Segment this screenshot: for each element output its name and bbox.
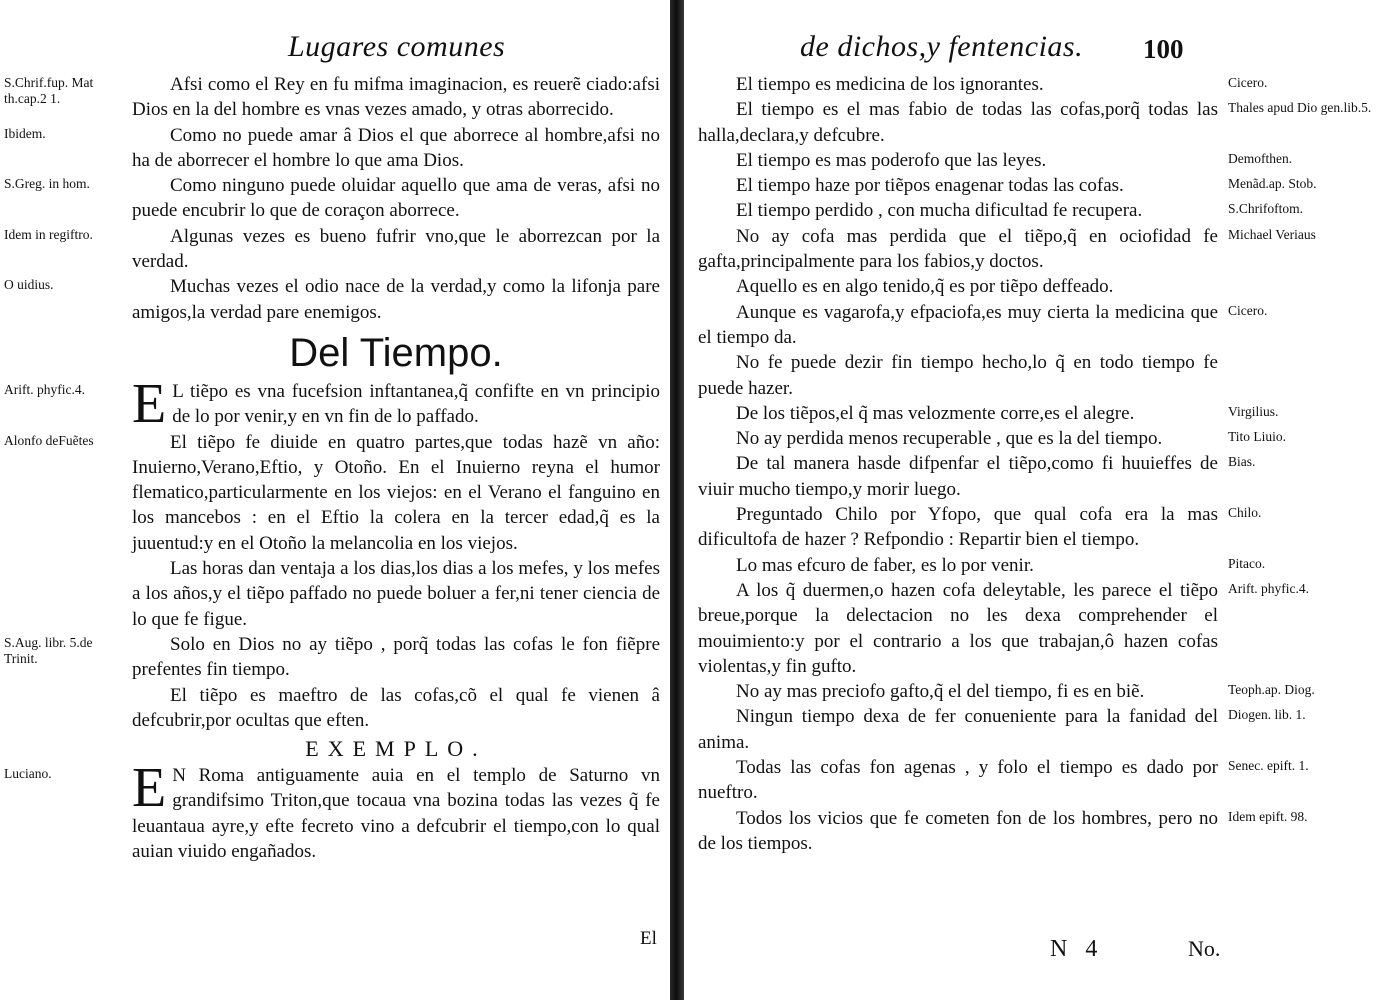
paragraph: Ningun tiempo dexa de fer conueniente para la fanidad del anima. bbox=[698, 706, 1218, 753]
book-gutter bbox=[670, 0, 684, 1000]
entry bbox=[698, 704, 1306, 755]
marginal-note: Virgilius. bbox=[1228, 403, 1279, 419]
marginal-note: Idem epift. 98. bbox=[1228, 808, 1308, 824]
marginal-note: S.Aug. libr. 5.de Trinit. bbox=[4, 634, 93, 666]
paragraph: Aunque es vagarofa,y efpaciofa,es muy cierta la medicina que el tiempo da. bbox=[698, 301, 1218, 348]
marginal-note: Michael Veriaus bbox=[1228, 226, 1316, 242]
paragraph: Como ninguno puede oluidar aquello que ama de veras, afsi no puede encubrir lo que de coraçon aborrece. bbox=[132, 175, 660, 222]
paragraph: Afsi como el Rey en fu mifma imaginacion, es reuerẽ ciado:afsi Dios en la del hombre es vnas vezes amado, y otras aborrecido. bbox=[132, 74, 660, 121]
entry bbox=[4, 632, 660, 683]
paragraph: El tiempo haze por tiẽpos enagenar todas las cofas. bbox=[736, 175, 1124, 197]
entry bbox=[698, 755, 1309, 806]
marginal-note: Cicero. bbox=[1228, 75, 1268, 90]
entry bbox=[698, 806, 1308, 857]
paragraph: L tiẽpo es vna fucefsion inftantanea,q̃ confifte en vn principio de lo por venir,y en vn fin de lo paffado. bbox=[172, 380, 660, 428]
running-header-right: de dichos,y fentencias. bbox=[800, 30, 1084, 63]
entry bbox=[698, 553, 1266, 578]
marginal-note: Ibidem. bbox=[4, 125, 46, 141]
left-page bbox=[0, 0, 668, 1000]
marginal-note: O uidius. bbox=[4, 277, 54, 293]
paragraph: Solo en Dios no ay tiẽpo , porq̃ todas las cofas le fon fiẽpre prefentes fin tiempo. bbox=[132, 633, 660, 681]
right-text-column bbox=[698, 72, 1372, 856]
marginal-note: S.Greg. in hom. bbox=[4, 176, 90, 192]
marginal-note: Demofthen. bbox=[1228, 150, 1293, 166]
marginal-note: Teoph.ap. Diog. bbox=[1228, 682, 1315, 698]
entry bbox=[698, 72, 1268, 97]
marginal-note: Arift. phyfic.4. bbox=[1228, 580, 1309, 596]
marginal-note: Thales apud Dio gen.lib.5. bbox=[1228, 100, 1372, 116]
paragraph: Algunas vezes es bueno fufrir vno,que le aborrezcan por la verdad. bbox=[132, 225, 660, 273]
marginal-note: Alonfo deFuẽtes bbox=[4, 432, 94, 448]
page-number: 100 bbox=[1143, 34, 1184, 64]
entry bbox=[4, 123, 660, 174]
section-title: Del Tiempo. bbox=[289, 330, 503, 375]
entry bbox=[698, 679, 1315, 704]
drop-cap: E bbox=[132, 757, 167, 820]
signature-mark: N 4 bbox=[1050, 936, 1104, 962]
paragraph: El tiempo perdido , con mucha dificultad fe recupera. bbox=[736, 200, 1143, 222]
entry bbox=[4, 173, 660, 224]
paragraph: El tiempo es el mas fabio de todas las cofas,porq̃ todas las halla,declara,y defcubre. bbox=[698, 99, 1218, 146]
marginal-note: Diogen. lib. 1. bbox=[1228, 707, 1306, 723]
entry bbox=[698, 173, 1317, 198]
paragraph: El tiempo es mas poderofo que las leyes. bbox=[736, 149, 1047, 171]
marginal-note: Cicero. bbox=[1228, 302, 1268, 318]
marginal-note: Arift. phyfic.4. bbox=[4, 381, 85, 397]
paragraph: Preguntado Chilo por Yfopo, que qual cofa era la mas dificultofa de hazer ? Refpondio : Repartir bien el tiempo. bbox=[698, 504, 1218, 551]
catchword: El bbox=[640, 928, 657, 949]
entry bbox=[698, 350, 1218, 401]
paragraph: Todos los vicios que fe cometen fon de los hombres, pero no de los tiempos. bbox=[698, 807, 1218, 854]
entry bbox=[698, 274, 1218, 299]
entry bbox=[698, 426, 1287, 451]
entry bbox=[4, 274, 660, 325]
paragraph: Muchas vezes el odio nace de la verdad,y como la lifonja pare amigos,la verdad pare enemigos. bbox=[132, 276, 660, 323]
paragraph: De los tiẽpos,el q̃ mas velozmente corre,es el alegre. bbox=[736, 402, 1135, 424]
marginal-note: Menãd.ap. Stob. bbox=[1228, 176, 1317, 192]
paragraph: Lo mas efcuro de faber, es lo por venir. bbox=[736, 554, 1034, 576]
paragraph: El tiẽpo fe diuide en quatro partes,que todas hazẽ vn año: Inuierno,Verano,Eftio, y Otoño. En el Inuierno reyna el humor flematico,particularmente en los viejos: en el Verano el fanguino en los mancebos : en el Eftio la colera en la tercer edad,q̃ es la juuentud:y en el Otoño la melancolia en los viejos. bbox=[132, 431, 660, 554]
marginal-note: Senec. epift. 1. bbox=[1228, 758, 1309, 774]
entry bbox=[4, 372, 660, 435]
entry bbox=[698, 300, 1268, 351]
marginal-note: S.Chrifoftom. bbox=[1228, 201, 1304, 217]
right-page bbox=[688, 0, 1376, 1000]
marginal-note: Luciano. bbox=[4, 766, 52, 782]
entry bbox=[698, 502, 1262, 553]
marginal-note: S.Chrif.fup. Mat th.cap.2 1. bbox=[4, 75, 94, 106]
entry bbox=[4, 430, 660, 556]
paragraph: Aquello es en algo tenido,q̃ es por tiẽpo deffeado. bbox=[736, 276, 1114, 298]
drop-cap: E bbox=[132, 372, 167, 435]
marginal-note: Chilo. bbox=[1228, 505, 1262, 521]
entry bbox=[698, 148, 1293, 173]
paragraph: El tiẽpo es maeftro de las cofas,cõ el qual fe vienen â defcubrir,por ocultas que eften. bbox=[132, 684, 660, 731]
entry bbox=[698, 578, 1309, 679]
paragraph: Las horas dan ventaja a los dias,los dias a los mefes, y los mefes a los años,y el tiẽpo paffado no puede boluer a fer,ni tener ciencia de lo que fe figue. bbox=[132, 558, 660, 630]
paragraph: De tal manera hasde difpenfar el tiẽpo,como fi huuieffes de viuir mucho tiempo,y morir luego. bbox=[698, 453, 1218, 500]
paragraph: A los q̃ duermen,o hazen cofa deleytable, les parece el tiẽpo breue,porque la delectacion no les dexa comprehender el mouimiento:y por el contrario a los que trabajan,ô hazen cofas violentas,y fin gufto. bbox=[698, 579, 1218, 677]
paragraph: No ay cofa mas perdida que el tiẽpo,q̃ en ociofidad fe gafta,principalmente para los fabios,y doctos. bbox=[698, 225, 1218, 273]
marginal-note: Pitaco. bbox=[1228, 555, 1266, 571]
left-text-column bbox=[4, 72, 660, 864]
marginal-note: Tito Liuio. bbox=[1228, 429, 1287, 445]
entry bbox=[4, 757, 660, 864]
paragraph: El tiempo es medicina de los ignorantes. bbox=[736, 74, 1044, 95]
entry bbox=[698, 97, 1372, 148]
paragraph: Todas las cofas fon agenas , y folo el tiempo es dado por nueftro. bbox=[698, 757, 1218, 804]
paragraph: N Roma antiguamente auia en el templo de Saturno vn grandifsimo Triton,que tocaua vna bozina todas las vezes q̃ fe leuantaua ayre,y efte fecreto vino a defcubrir el tiempo,con lo qual auian viuido engañados. bbox=[132, 765, 660, 863]
entry bbox=[698, 451, 1256, 502]
marginal-note: Idem in regiftro. bbox=[4, 226, 93, 242]
marginal-note: Bias. bbox=[1228, 454, 1256, 470]
entry bbox=[698, 401, 1279, 426]
paragraph: No fe puede dezir fin tiempo hecho,lo q̃ en todo tiempo fe puede hazer. bbox=[698, 352, 1218, 399]
catchword: No. bbox=[1188, 936, 1221, 961]
entry bbox=[132, 683, 660, 734]
running-header-left: Lugares comunes bbox=[288, 30, 506, 63]
entry bbox=[4, 72, 660, 123]
paragraph: Como no puede amar â Dios el que aborrece al hombre,afsi no ha de aborrecer el hombre lo que ama Dios. bbox=[132, 124, 660, 171]
paragraph: No ay mas preciofo gafto,q̃ el del tiempo, fi es en biẽ. bbox=[736, 681, 1145, 703]
entry bbox=[132, 556, 660, 632]
entry bbox=[698, 198, 1304, 223]
paragraph: No ay perdida menos recuperable , que es la del tiempo. bbox=[736, 428, 1163, 450]
entry bbox=[698, 224, 1316, 275]
example-title: EXEMPLO. bbox=[305, 736, 487, 762]
entry bbox=[4, 224, 660, 275]
